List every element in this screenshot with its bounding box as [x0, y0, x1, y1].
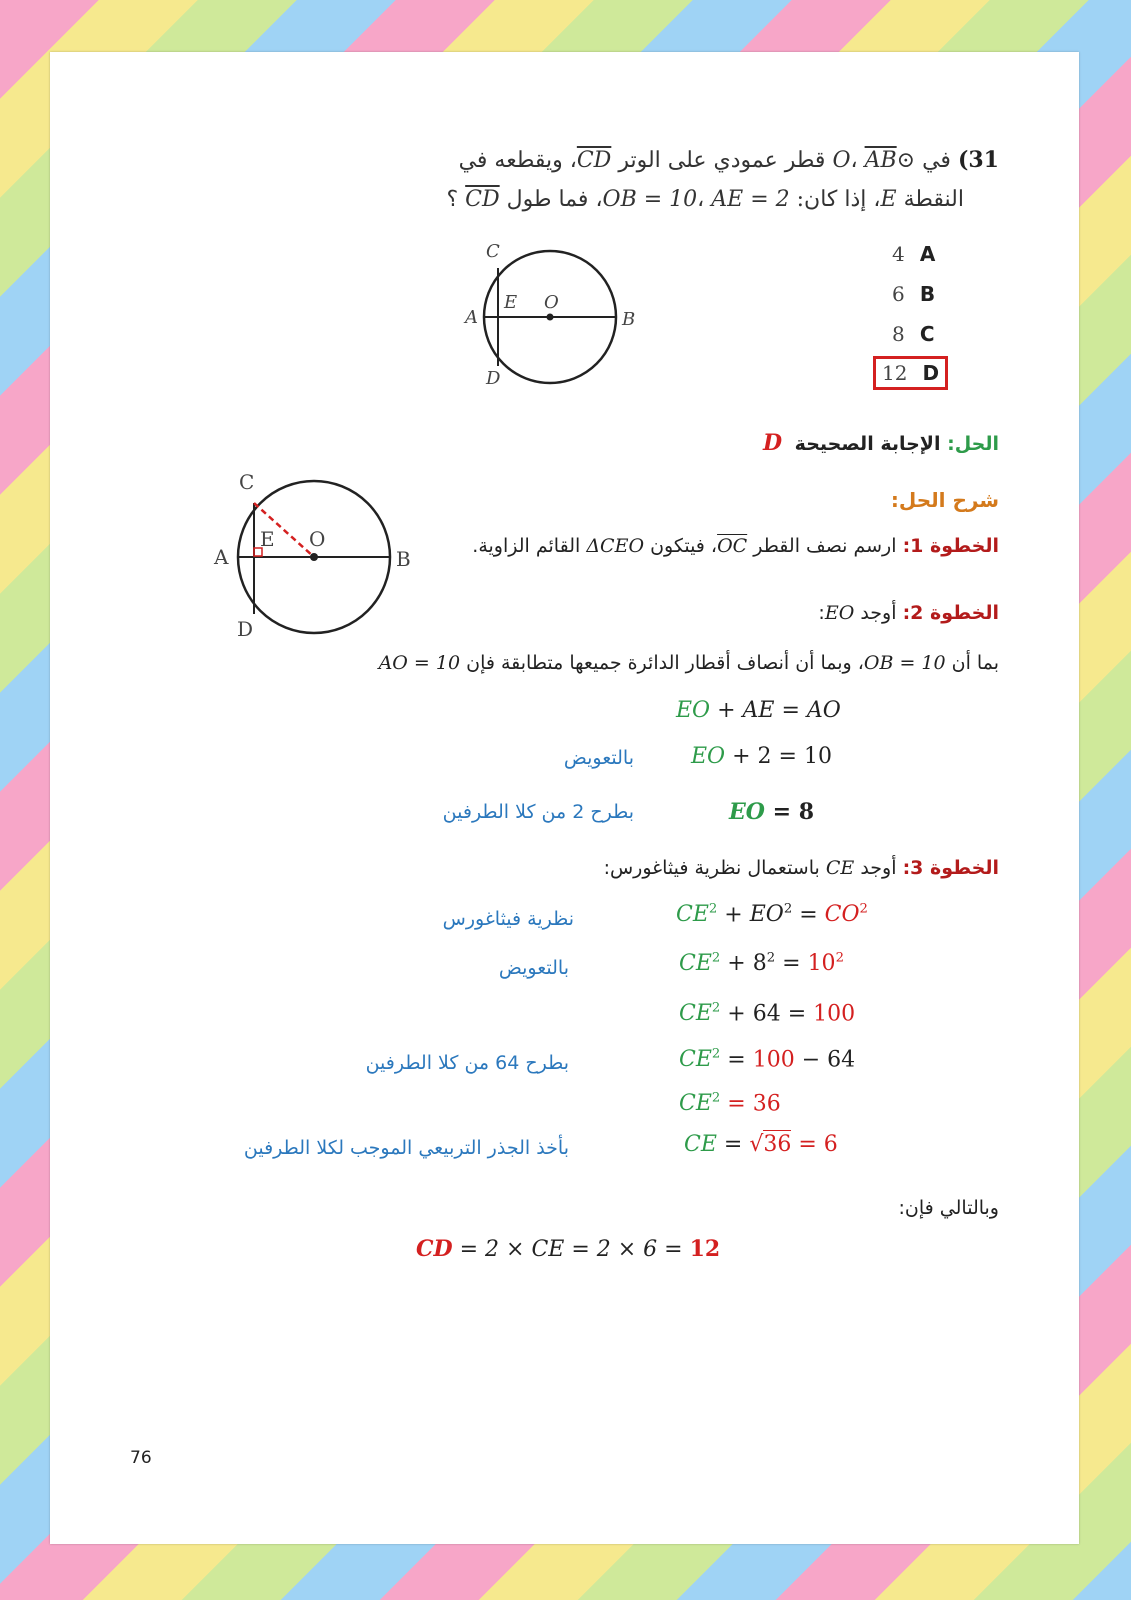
- label-c: C: [486, 241, 500, 262]
- equation-ce-64-100: $CE^2 + 64 = 100$: [679, 1001, 856, 1027]
- note-substitution-1: بالتعويض: [563, 747, 634, 769]
- solution-heading: الحل: الإجابة الصحيحة D: [762, 430, 999, 456]
- label-d: D: [237, 617, 254, 641]
- label-o: O: [309, 527, 326, 551]
- final-equation: CD = 2 × CE = 2 × 6 = 12: [416, 1236, 721, 1262]
- equation-eo-8: EO = 8: [729, 799, 815, 825]
- label-o: O: [544, 292, 559, 313]
- option-d-correct[interactable]: 12 D: [873, 356, 948, 390]
- label-e: E: [260, 527, 275, 551]
- note-square-root: بأخذ الجذر التربيعي الموجب لكلا الطرفين: [243, 1137, 569, 1159]
- circle-diagram-solution: [210, 464, 420, 654]
- center-point: [310, 553, 318, 561]
- note-pythagoras: نظرية فيثاغورس: [442, 908, 574, 930]
- label-e: E: [504, 292, 518, 313]
- center-point: [547, 314, 554, 321]
- option-c[interactable]: 8 C: [892, 322, 935, 346]
- step-3: الخطوة 3: أوجد CE باستعمال نظرية فيثاغورس:: [603, 857, 999, 879]
- step-2-reason: بما أن OB = 10، وبما أن أنصاف أقطار الدائرة جميعها متطابقة فإن AO = 10: [378, 652, 999, 674]
- option-b[interactable]: 6 B: [892, 282, 936, 306]
- question-line-1: 31) في ⊙O، AB قطر عمودي على الوتر CD، ويقطعه في: [458, 147, 999, 173]
- page: [50, 52, 1079, 1544]
- circle-diagram-question: [460, 232, 680, 412]
- question-line-2: النقطة E، إذا كان: OB = 10، AE = 2، فما طول CD ؟: [446, 187, 964, 212]
- equation-ce-100-minus-64: $CE^2 = 100 - 64$: [679, 1047, 856, 1073]
- label-a: A: [214, 545, 229, 569]
- question-number: 31): [957, 147, 999, 173]
- note-subtract-64: بطرح 64 من كلا الطرفين: [365, 1052, 569, 1074]
- explain-heading: شرح الحل:: [890, 488, 999, 512]
- note-substitution-2: بالتعويض: [498, 957, 569, 979]
- label-b: B: [622, 309, 636, 330]
- equation-ce-36: $CE^2 = 36$: [679, 1091, 781, 1117]
- conclusion-text: وبالتالي فإن:: [898, 1197, 999, 1219]
- page-number: 76: [130, 1448, 152, 1468]
- label-d: D: [486, 368, 501, 389]
- equation-eo-2-10: EO + 2 = 10: [691, 744, 832, 769]
- label-c: C: [239, 470, 255, 494]
- step-1: الخطوة 1: ارسم نصف القطر OC، فيتكون ΔCEO القائم الزاوية.: [472, 535, 999, 557]
- equation-ce-sqrt: CE = √36 = 6: [684, 1132, 838, 1157]
- label-b: B: [396, 547, 411, 571]
- label-a: A: [465, 307, 478, 328]
- equation-eo-ae-ao: EO + AE = AO: [676, 698, 841, 723]
- equation-substituted: $CE^2 + 8^2 = 10^2$: [679, 951, 844, 977]
- equation-pythagoras: $CE^2 + EO^2 = CO^2$: [676, 902, 868, 928]
- option-a[interactable]: 4 A: [892, 242, 936, 266]
- step-2: الخطوة 2: أوجد EO:: [818, 602, 999, 624]
- note-subtract-2: بطرح 2 من كلا الطرفين: [442, 801, 634, 823]
